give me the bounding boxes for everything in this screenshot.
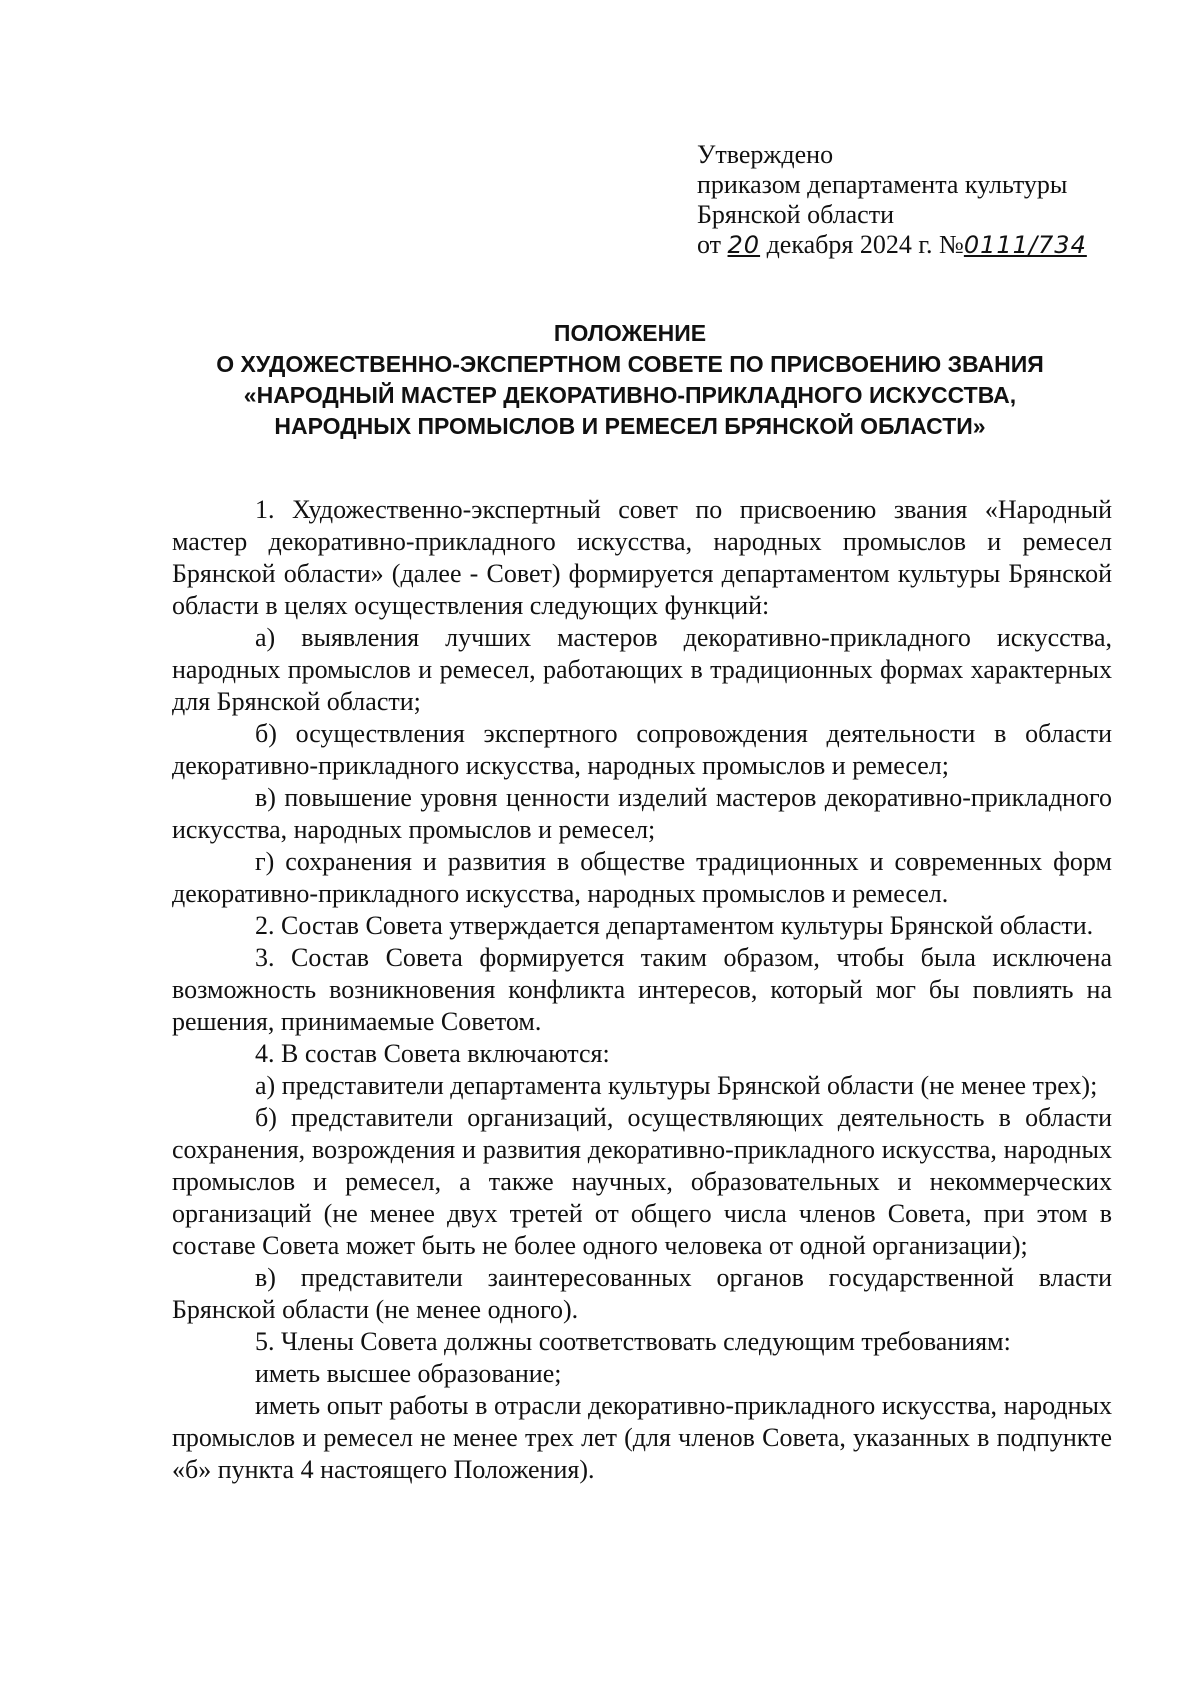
paragraph-5-req-2: иметь опыт работы в отрасли декоративно-прикладного искусства, народных промыслов и ремесел не менее трех лет (для членов Совета, указанных в подпункте «б» пункта 4 настоящего Положения).	[172, 1391, 1112, 1484]
handwritten-day: 20	[727, 231, 761, 259]
paragraph-1: 1. Художественно-экспертный совет по присвоению звания «Народный мастер декоративно-прикладного искусства, народных промыслов и ремесел Брянской области» (далее - Совет) формируется департаментом культуры Брянской области в целях осуществления следующих функций:	[172, 495, 1112, 620]
paragraph-2: 2. Состав Совета утверждается департаментом культуры Брянской области.	[255, 911, 1094, 940]
approval-line-approved: Утверждено	[697, 140, 834, 169]
document-title: ПОЛОЖЕНИЕ	[553, 320, 707, 346]
heading-line-2: О ХУДОЖЕСТВЕННО-ЭКСПЕРТНОМ СОВЕТЕ ПО ПРИСВОЕНИЮ ЗВАНИЯ	[216, 351, 1044, 377]
paragraph-4b: б) представители организаций, осуществляющих деятельность в области сохранения, возрождения и развития декоративно-прикладного искусства, народных промыслов и ремесел, а также научных, образовательных и некоммерческих организаций (не менее двух третей от общего числа членов Совета, при этом в составе Совета может быть не более одного человека от одной организации);	[172, 1103, 1112, 1260]
approval-line-date	[697, 230, 1087, 260]
paragraph-1v: в) повышение уровня ценности изделий мастеров декоративно-прикладного искусства, народных промыслов и ремесел;	[172, 783, 1112, 844]
approval-line-region: Брянской области	[697, 200, 894, 229]
approval-stamp-block	[697, 140, 1087, 260]
document-body	[172, 494, 1112, 1486]
paragraph-4: 4. В состав Совета включаются:	[255, 1039, 610, 1068]
paragraph-4v: в) представители заинтересованных органов государственной власти Брянской области (не менее одного).	[172, 1263, 1112, 1324]
date-rest: декабря 2024 г. №	[766, 230, 964, 259]
paragraph-1b: б) осуществления экспертного сопровождения деятельности в области декоративно-прикладного искусства, народных промыслов и ремесел;	[172, 719, 1112, 780]
paragraph-5: 5. Члены Совета должны соответствовать следующим требованиям:	[255, 1327, 1011, 1356]
paragraph-1g: г) сохранения и развития в обществе традиционных и современных форм декоративно-прикладного искусства, народных промыслов и ремесел.	[172, 847, 1112, 908]
paragraph-5-req-1: иметь высшее образование;	[255, 1359, 562, 1388]
paragraph-4a: а) представители департамента культуры Брянской области (не менее трех);	[255, 1071, 1098, 1100]
approval-line-order: приказом департамента культуры	[697, 170, 1068, 199]
date-prefix: от	[697, 230, 722, 259]
handwritten-order-number: 0111/734	[963, 231, 1087, 259]
paragraph-3: 3. Состав Совета формируется таким образом, чтобы была исключена возможность возникновения конфликта интересов, который мог бы повлиять на решения, принимаемые Советом.	[172, 943, 1112, 1036]
heading-line-4: НАРОДНЫХ ПРОМЫСЛОВ И РЕМЕСЕЛ БРЯНСКОЙ ОБЛАСТИ»	[274, 413, 986, 439]
heading-line-3: «НАРОДНЫЙ МАСТЕР ДЕКОРАТИВНО-ПРИКЛАДНОГО ИСКУССТВА,	[243, 382, 1017, 408]
paragraph-1a: а) выявления лучших мастеров декоративно-прикладного искусства, народных промыслов и ремесел, работающих в традиционных формах характерных для Брянской области;	[172, 623, 1112, 716]
document-heading	[160, 318, 1100, 442]
